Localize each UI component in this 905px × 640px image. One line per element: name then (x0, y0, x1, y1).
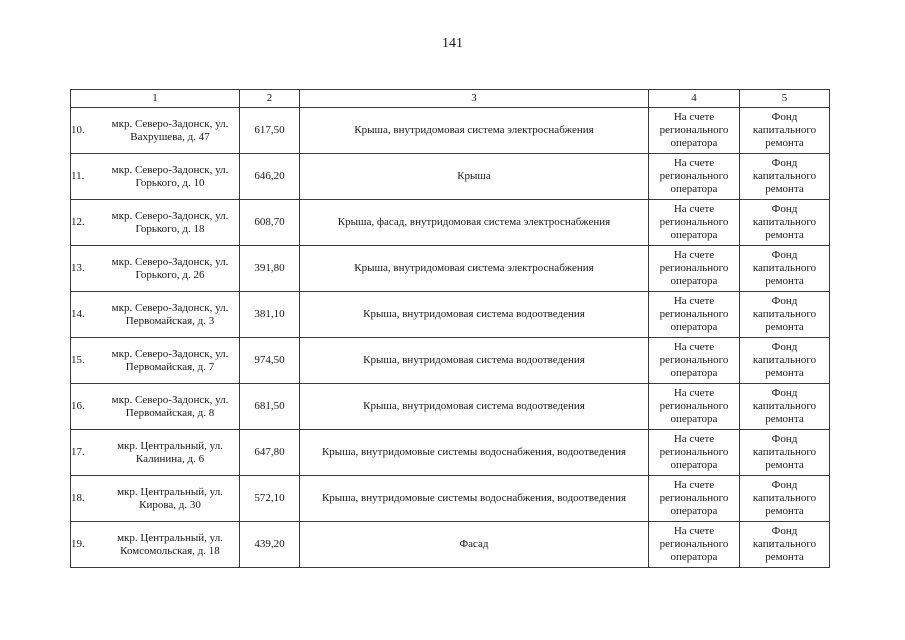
fund-cell: Фонд капитального ремонта (740, 384, 830, 430)
row-number: 19. (71, 538, 85, 550)
header-col-1: 1 (71, 90, 240, 108)
address-cell (71, 522, 240, 568)
fund-cell: Фонд капитального ремонта (740, 476, 830, 522)
address-cell (71, 430, 240, 476)
row-number: 12. (71, 216, 85, 228)
address-text: мкр. Северо-Задонск, ул. Горького, д. 18 (111, 209, 229, 235)
page-number: 141 (442, 36, 463, 51)
address-cell (71, 338, 240, 384)
area-cell: 381,10 (240, 292, 300, 338)
address-cell (71, 200, 240, 246)
address-cell (71, 476, 240, 522)
address-text: мкр. Северо-Задонск, ул. Горького, д. 10 (111, 163, 229, 189)
table-row (71, 200, 830, 246)
address-text: мкр. Центральный, ул. Комсомольская, д. 18 (117, 531, 223, 557)
address-text: мкр. Северо-Задонск, ул. Вахрушева, д. 47 (111, 117, 229, 143)
address-cell (71, 292, 240, 338)
row-number: 17. (71, 446, 85, 458)
account-cell: На счете регионального оператора (649, 338, 740, 384)
fund-cell: Фонд капитального ремонта (740, 200, 830, 246)
table-row (71, 338, 830, 384)
account-cell: На счете регионального оператора (649, 108, 740, 154)
address-text: мкр. Северо-Задонск, ул. Горького, д. 26 (111, 255, 229, 281)
address-text: мкр. Северо-Задонск, ул. Первомайская, д. 8 (111, 393, 229, 419)
account-cell: На счете регионального оператора (649, 522, 740, 568)
area-cell: 647,80 (240, 430, 300, 476)
account-cell: На счете регионального оператора (649, 154, 740, 200)
works-cell: Крыша, внутридомовые системы водоснабжения, водоотведения (300, 476, 649, 522)
repair-program-table (70, 89, 830, 568)
fund-cell: Фонд капитального ремонта (740, 430, 830, 476)
table-row (71, 292, 830, 338)
account-cell: На счете регионального оператора (649, 246, 740, 292)
area-cell: 974,50 (240, 338, 300, 384)
header-col-4: 4 (649, 90, 740, 108)
account-cell: На счете регионального оператора (649, 384, 740, 430)
table-row (71, 384, 830, 430)
area-cell: 681,50 (240, 384, 300, 430)
address-cell (71, 384, 240, 430)
address-text: мкр. Северо-Задонск, ул. Первомайская, д. 3 (111, 301, 229, 327)
works-cell: Крыша, внутридомовая система водоотведения (300, 292, 649, 338)
area-cell: 608,70 (240, 200, 300, 246)
row-number: 14. (71, 308, 85, 320)
row-number: 15. (71, 354, 85, 366)
address-text: мкр. Северо-Задонск, ул. Первомайская, д. 7 (111, 347, 229, 373)
account-cell: На счете регионального оператора (649, 476, 740, 522)
table-row (71, 430, 830, 476)
table-row (71, 154, 830, 200)
table-row (71, 522, 830, 568)
area-cell: 617,50 (240, 108, 300, 154)
row-number: 13. (71, 262, 85, 274)
row-number: 11. (71, 170, 85, 182)
area-cell: 572,10 (240, 476, 300, 522)
works-cell: Крыша, фасад, внутридомовая система электроснабжения (300, 200, 649, 246)
table-row (71, 108, 830, 154)
fund-cell: Фонд капитального ремонта (740, 522, 830, 568)
works-cell: Крыша, внутридомовая система электроснабжения (300, 246, 649, 292)
address-cell (71, 246, 240, 292)
header-col-5: 5 (740, 90, 830, 108)
area-cell: 439,20 (240, 522, 300, 568)
fund-cell: Фонд капитального ремонта (740, 154, 830, 200)
row-number: 18. (71, 492, 85, 504)
fund-cell: Фонд капитального ремонта (740, 108, 830, 154)
works-cell: Крыша, внутридомовая система водоотведения (300, 384, 649, 430)
area-cell: 646,20 (240, 154, 300, 200)
table-header-row (71, 90, 830, 108)
address-text: мкр. Центральный, ул. Кирова, д. 30 (117, 485, 223, 511)
works-cell: Крыша (300, 154, 649, 200)
header-col-3: 3 (300, 90, 649, 108)
account-cell: На счете регионального оператора (649, 430, 740, 476)
row-number: 16. (71, 400, 85, 412)
address-text: мкр. Центральный, ул. Калинина, д. 6 (117, 439, 223, 465)
address-cell (71, 154, 240, 200)
fund-cell: Фонд капитального ремонта (740, 338, 830, 384)
address-cell (71, 108, 240, 154)
area-cell: 391,80 (240, 246, 300, 292)
works-cell: Фасад (300, 522, 649, 568)
account-cell: На счете регионального оператора (649, 200, 740, 246)
row-number: 10. (71, 124, 85, 136)
works-cell: Крыша, внутридомовые системы водоснабжения, водоотведения (300, 430, 649, 476)
header-col-2: 2 (240, 90, 300, 108)
table-row (71, 246, 830, 292)
works-cell: Крыша, внутридомовая система водоотведения (300, 338, 649, 384)
fund-cell: Фонд капитального ремонта (740, 292, 830, 338)
fund-cell: Фонд капитального ремонта (740, 246, 830, 292)
account-cell: На счете регионального оператора (649, 292, 740, 338)
works-cell: Крыша, внутридомовая система электроснабжения (300, 108, 649, 154)
table-row (71, 476, 830, 522)
